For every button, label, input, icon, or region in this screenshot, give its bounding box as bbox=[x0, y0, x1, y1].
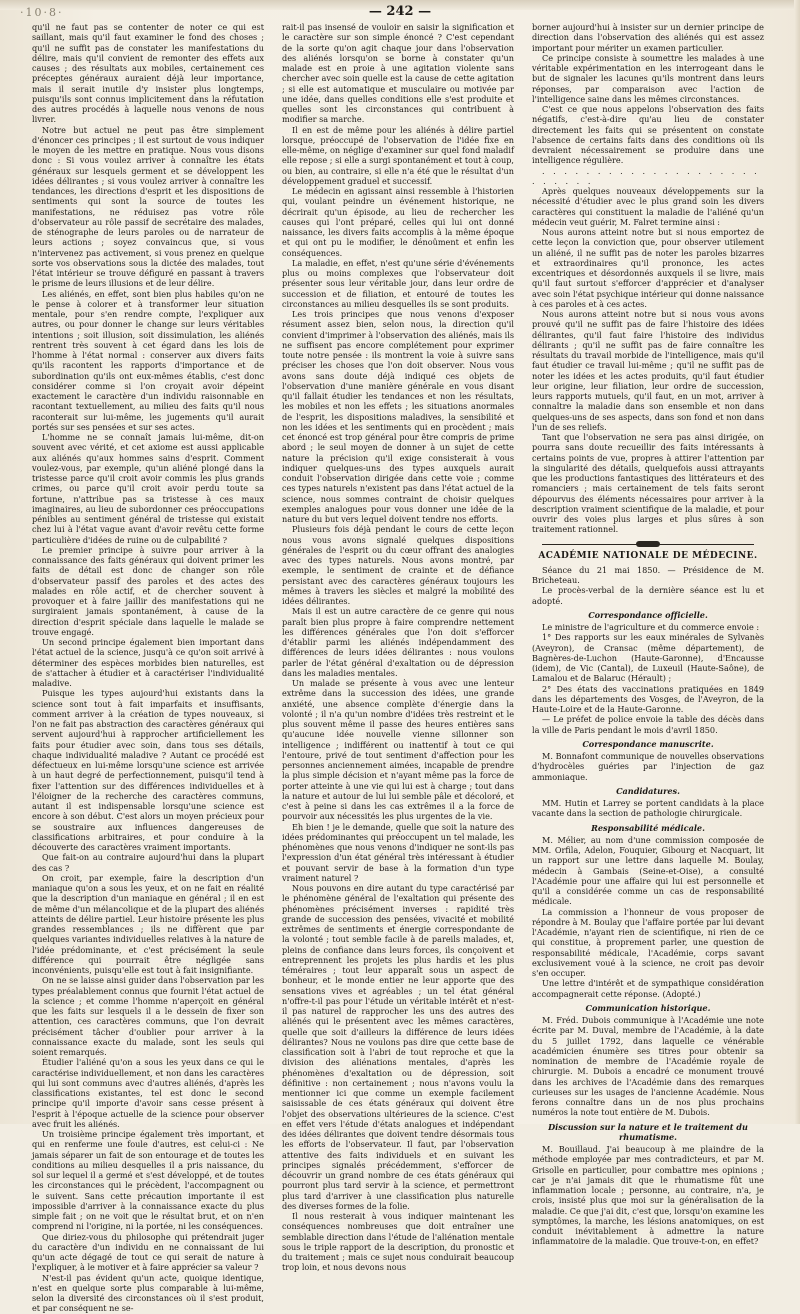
paragraph: Le premier principe à suivre pour arriver à la connaissance des faits généraux qui doivent primer les faits de détail est donc de changer son rôle d'observateur passif des paroles et des actes des malades en rôle actif, et de chercher souvent à provoquer et à faire jaillir des manifestations qui ne surgiraient jamais spontanément, à cause de la direction d'esprit spéciale dans laquelle le malade se trouve engagé. bbox=[32, 544, 264, 637]
paragraph: Il nous resterait à vous indiquer maintenant les conséquences nombreuses que doit entraîner une semblable direction dans l'étude de l'aliénation mentale sous le triple rapport de la description, du pronostic et du traitement ; mais ce sujet nous conduirait beaucoup trop loin, et nous devons nous bbox=[282, 1211, 514, 1273]
page-header-mark: ·10·8· bbox=[20, 6, 64, 19]
column-1 bbox=[32, 22, 264, 1314]
paragraph: Un second principe également bien important dans l'état actuel de la science, jusqu'à ce qu'on soit arrivé à déterminer des espèces morbides bien naturelles, est de s'attacher à étudier et à caractériser l'individualité maladive. bbox=[32, 637, 264, 688]
paragraph: Nous aurons atteint notre but si nous emportez de cette leçon la conviction que, pour observer utilement un aliéné, il ne suffit pas de noter les paroles bizarres et extraordinaires qu'il prononce, les actes excentriques et désordonnés auxquels il se livre, mais qu'il faut surtout s'efforcer d'apprécier et d'analyser avec soin l'état psychique intérieur qui donne naissance à ces paroles et à ces actes. bbox=[532, 227, 764, 309]
subsection-heading: Correspondance manuscrite. bbox=[582, 738, 714, 749]
paragraph: Une lettre d'intérêt et de sympathique considération accompagnerait cette réponse. (Adopté.) bbox=[532, 978, 764, 999]
paragraph: Le ministre de l'agriculture et du commerce envoie : bbox=[542, 622, 760, 632]
paragraph: Que diriez-vous du philosophe qui prétendrait juger du caractère d'un individu en ne connaissant de lui qu'un acte dégagé de tout ce qui serait de nature à l'expliquer, à le motiver et à faire apprécier sa valeur ? bbox=[32, 1231, 264, 1273]
paragraph: La commission a l'honneur de vous proposer de répondre à M. Boulay que l'affaire portée par lui devant l'Académie, n'ayant rien de scientifique, ni rien de ce qui constitue, à proprement parler, une question de responsabilité médicale, l'Académie, corps savant exclusivement voué à la science, ne croit pas devoir s'en occuper. bbox=[532, 906, 764, 978]
paragraph: Nous pouvons en dire autant du type caractérisé par le phénomène général de l'exaltation qui présente des phénomènes précisément inverses : rapidité très grande de succession des pensées, vivacité et mobilité extrêmes de sentiments et énergie correspondante de la volonté ; tout semble facile à de pareils malades, et, pleins de confiance dans leurs forces, ils conçoivent et entreprennent les projets les plus hardis et les plus téméraires ; tout leur apparaît sous un aspect de bonheur, et le monde entier ne leur apporte que des sensations vives et agréables ; un tel état général n'offre-t-il pas pour l'étude un véritable intérêt et n'est-il pas naturel de rapprocher les uns des autres des aliénés qui le présentent avec les mêmes caractères, quelle que soit d'ailleurs la différence de leurs idées délirantes? Nous ne voulons pas dire que cette base de classification soit à l'abri de tout reproche et que la division des aliénations mentales, d'après les phénomènes d'exaltation ou de dépression, soit définitive : non certainement ; nous n'avons voulu la mentionner ici que comme un exemple facilement saisissable de ces états généraux qui doivent être l'objet des observations ultérieures de la science. C'est en effet vers l'étude d'états analogues et indépendant des idées délirantes que doivent tendre désormais tous les efforts de l'observateur. Il faut, par l'observation attentive des faits individuels et en suivant les principes signalés précédemment, s'efforcer de découvrir un grand nombre de ces états généraux qui pourront plus tard servir à la science, et permettront plus tard d'arriver à une classification plus naturelle des diverses formes de la folie. bbox=[282, 883, 514, 1211]
subsection-heading: Discussion sur la nature et le traitement du rhumatisme. bbox=[548, 1121, 748, 1142]
paragraph: borner aujourd'hui à insister sur un dernier principe de direction dans l'observation des aliénés qui est assez important pour mériter un examen particulier. bbox=[532, 22, 764, 53]
paragraph: On croit, par exemple, faire la description d'un maniaque qu'on a sous les yeux, et on ne fait en réalité que la description d'un maniaque en général ; il en est de même d'un mélancolique et de la plupart des aliénés atteints de délire partiel. Leur histoire présente les plus grandes ressemblances ; ils ne diffèrent que par quelques variantes individuelles relatives à la nature de l'idée prédominante, et c'est précisément la seule différence qui pourrait être négligée sans inconvénients, puisqu'elle est tout à fait insignifiante. bbox=[32, 872, 264, 975]
paragraph: rait-il pas insensé de vouloir en saisir la signification et le caractère sur son simple énoncé ? C'est cependant de la sorte qu'on agit chaque jour dans l'observation des aliénés lorsqu'on se borne à constater qu'un malade est en proie à une agitation violente sans chercher avec soin quelle est la cause de cette agitation ; si elle est automatique et musculaire ou motivée par une idée, dans quelles conditions elle s'est produite et quelles sont les circonstances qui contribuent à modifier sa marche. bbox=[282, 22, 514, 125]
paragraph: MM. Hutin et Larrey se portent candidats à la place vacante dans la section de pathologie chirurgicale. bbox=[532, 798, 764, 819]
paragraph: M. Mélier, au nom d'une commission composée de MM. Orfila, Adelon, Fouquier, Gibourg et Nacquart, lit un rapport sur une lettre dans laquelle M. Boulay, médecin à Gambais (Seine-et-Oise), a consulté l'Académie pour une affaire qui lui est personnelle et qu'il a considérée comme un cas de responsabilité médicale. bbox=[532, 834, 764, 907]
paragraph: On ne se laisse ainsi guider dans l'observation par les types préalablement connus que fournit l'état actuel de la science ; et comme l'homme n'aperçoit en général que les faits sur lesquels il a le dessein de fixer son attention, ces caractères communs, que l'on devrait précisément tâcher d'oublier pour arriver à la connaissance exacte du malade, sont les seuls qui soient remarqués. bbox=[32, 975, 264, 1057]
minutes-line: Le procès-verbal de la dernière séance est lu et adopté. bbox=[532, 585, 764, 606]
paragraph: Tant que l'observation ne sera pas ainsi dirigée, on pourra sans doute recueillir des faits intéressants à certains points de vue, propres à attirer l'attention par la singularité des détails, quelquefois aussi attrayants que les productions fantastiques des littérateurs et des romanciers ; mais certainement de tels faits seront dépourvus des éléments nécessaires pour arriver à la description vraiment scientifique de la maladie, et pour ouvrir des voies plus larges et plus sûres à son traitement rationnel. bbox=[532, 432, 764, 535]
paragraph: Eh bien ! je le demande, quelle que soit la nature des idées prédominantes qui préoccupent un tel malade, les phénomènes que nous venons d'indiquer ne sont-ils pas l'expression d'un état général très intéressant à étudier et pouvant servir de base à la formation d'un type vraiment naturel ? bbox=[282, 821, 514, 883]
paragraph: Puisque les types aujourd'hui existants dans la science sont tout à fait imparfaits et insuffisants, comment arriver à la création de types nouveaux, si l'on ne fait pas abstraction des caractères généraux qui servent aujourd'hui à rapprocher artificiellement les faits pour étudier avec soin, dans tous ses détails, chaque individualité maladive ? Autant ce procédé est défectueux en lui-même lorsqu'une science est arrivée à un haut degré de perfectionnement, puisqu'il tend à fixer l'attention sur des différences individuelles et à l'éloigner de la recherche des caractères communs, autant il est indispensable lorsqu'une science est encore à son début. C'est alors un moyen précieux pour se soustraire aux influences dangereuses de classifications arbitraires, et pour conduire à la découverte des caractères vraiment importants. bbox=[32, 688, 264, 852]
paragraph: Notre but actuel ne peut pas être simplement d'énoncer ces principes ; il est surtout de vous indiquer le moyen de les mettre en pratique. Nous vous disons donc : Si vous voulez arriver à connaître les états généraux sur lesquels germent et se développent les idées délirantes ; si vous voulez arriver à connaître les tendances, les directions d'esprit et les dispositions de sentiments qui sont la source de toutes les manifestations, ne réduisez pas votre rôle d'observateur au rôle passif de secrétaire des malades, de sténographe de leurs paroles ou de narrateur de leurs actions ; soyez convaincus que, si vous n'intervenez pas activement, si vous prenez en quelque sorte vos observations sous la dictée des malades, tout l'état intérieur se trouve défiguré en passant à travers le prisme de leurs illusions et de leur délire. bbox=[32, 124, 264, 289]
paragraph: N'est-il pas évident qu'un acte, quoique identique, n'est en quelque sorte plus comparable à lui-même, selon la diversité des circonstances où il s'est produit, et par conséquent ne se- bbox=[32, 1272, 264, 1314]
paragraph: Il en est de même pour les aliénés à délire partiel lorsque, préoccupé de l'observation de l'idée fixe en elle-même, on néglige d'examiner sur quel fond maladif elle repose ; si elle a surgi spontanément et tout à coup, ou bien, au contraire, si elle n'a été que le résultat d'un développement graduel et successif. bbox=[282, 124, 514, 186]
page-number: — 242 — bbox=[368, 4, 432, 19]
paragraph: C'est ce que nous appelons l'observation des faits négatifs, c'est-à-dire qu'au lieu de constater directement les faits qui se présentent on constate l'absence de certains faits dans des conditions où ils devraient nécessairement se produire dans une intelligence régulière. bbox=[532, 104, 764, 166]
paragraph: Les aliénés, en effet, sont bien plus habiles qu'on ne le pense à colorer et à transformer leur situation mentale, pour s'en rendre compte, l'expliquer aux autres, ou pour donner le change sur leurs véritables intentions ; soit illusion, soit dissimulation, les aliénés rentrent très souvent à cet égard dans les lois de l'homme à l'état normal : conserver aux divers faits qu'ils racontent les rapports d'importance et de subordination qu'ils ont eux-mêmes établis, c'est donc considérer comme si l'on croyait avoir dépeint exactement le caractère d'un individu raisonnable en racontant textuellement, au milieu des faits qu'il nous raconterait sur lui-même, les jugements qu'il aurait portés sur ses pensées et sur ses actes. bbox=[32, 288, 264, 432]
paragraph: M. Bouillaud. J'ai beaucoup à me plaindre de la méthode employée par mes contradicteurs, et par M. Grisolle en particulier, pour combattre mes opinions ; car je n'ai jamais dit que le rhumatisme fût une inflammation locale ; personne, au contraire, n'a, je crois, insisté plus que moi sur la généralisation de la maladie. Ce que j'ai dit, c'est que, lorsqu'on examine les symptômes, la marche, les lésions anatomiques, on est conduit inévitablement à admettre la nature inflammatoire de la maladie. Que trouve-t-on, en effet? bbox=[532, 1144, 764, 1247]
subsection-heading: Responsabilité médicale. bbox=[591, 822, 705, 833]
paragraph: M. Fréd. Dubois communique à l'Académie une note écrite par M. Duval, membre de l'Académie, à la date du 5 juillet 1792, dans laquelle ce vénérable académicien énumère ses titres pour obtenir sa nomination de membre de l'Académie royale de chirurgie. M. Dubois a encadré ce monument trouvé dans les archives de l'Académie dans des remarques curieuses sur les usages de l'ancienne Académie. Nous ferons connaître dans un de nos plus prochains numéros la note tout entière de M. Dubois. bbox=[532, 1015, 764, 1118]
paragraph: Un troisième principe également très important, et qui en renferme une foule d'autres, est celui-ci : Ne jamais séparer un fait de son entourage et de toutes les conditions au milieu desquelles il a pris naissance, du sol sur lequel il a germé et s'est développé, et de toutes les circonstances qui le précèdent, l'accompagnent ou le suivent. Sans cette précaution importante il est impossible d'arriver à la connaissance exacte du plus simple fait ; on ne voit que le résultat brut, et on n'en comprend ni l'origine, ni la portée, ni les conséquences. bbox=[32, 1129, 264, 1232]
paragraph: qu'il ne faut pas se contenter de noter ce qui est saillant, mais qu'il faut examiner le fond des choses ; qu'il ne suffit pas de constater les manifestations du délire, mais qu'il convient de remonter des effets aux causes ; des résultats aux mobiles, certainement ces préceptes généraux auraient déjà leur importance, mais il serait inutile d'y insister plus longtemps, puisqu'ils sont connus implicitement dans la réfutation des autres procédés à laquelle nous venons de nous livrer. bbox=[32, 22, 264, 125]
paragraph: 1° Des rapports sur les eaux minérales de Sylvanès (Aveyron), de Cransac (même département), de Bagnères-de-Luchon (Haute-Garonne), d'Encausse (idem), de Vic (Cantal), de Luxeuil (Haute-Saône), de Lamalou et de Balaruc (Hérault) ; bbox=[532, 632, 764, 684]
ellipsis-line: . . . . . . . . . . . . . . . . . . . . . . . . . . bbox=[532, 165, 760, 186]
column-3 bbox=[532, 22, 764, 1247]
paragraph: M. Bonnafont communique de nouvelles observations d'hydrocèles guéries par l'injection de gaz ammoniaque. bbox=[532, 751, 764, 782]
section-divider bbox=[532, 541, 764, 547]
paragraph: 2° Des états des vaccinations pratiquées en 1849 dans les départements des Vosges, de l'Aveyron, de la Haute-Loire et de la Haute-Garonne. bbox=[532, 683, 764, 714]
paragraph: Le médecin en agissant ainsi ressemble à l'historien qui, voulant peindre un événement historique, ne décrirait qu'un épisode, au lieu de rechercher les causes qui l'ont préparé, celles qui lui ont donné naissance, les divers faits accomplis à la même époque et qui ont pu le modifier, le dénoûment et enfin les conséquences. bbox=[282, 186, 514, 258]
paragraph: Après quelques nouveaux développements sur la nécessité d'étudier avec le plus grand soin les divers caractères qui constituent la maladie de l'aliéné qu'un médecin veut guérir, M. Falret termine ainsi : bbox=[532, 186, 764, 227]
paragraph: Que fait-on au contraire aujourd'hui dans la plupart des cas ? bbox=[32, 852, 264, 873]
paragraph: La maladie, en effet, n'est qu'une série d'événements plus ou moins complexes que l'observateur doit présenter sous leur véritable jour, dans leur ordre de succession et de filiation, et entouré de toutes les circonstances au milieu desquelles ils se sont produits. bbox=[282, 257, 514, 309]
paragraph: Un malade se présente à vous avec une lenteur extrême dans la succession des idées, une grande anxiété, une absence complète d'énergie dans la volonté ; il n'a qu'un nombre d'idées très restreint et le plus souvent même il passe des heures entières sans qu'aucune idée nouvelle vienne sillonner son intelligence ; indifférent ou inattentif à tout ce qui l'entoure, privé de tout sentiment d'affection pour les personnes anciennement aimées, incapable de prendre la plus simple décision et n'ayant même pas la force de porter atteinte à une vie qui lui est à charge ; tout dans la nature et autour de lui lui semble pâle et décoloré, et c'est à peine si dans les cas extrêmes il a la force de pourvoir aux nécessités les plus urgentes de la vie. bbox=[282, 678, 514, 822]
subsection-heading: Correspondance officielle. bbox=[588, 609, 708, 620]
paragraph: — Le préfet de police envoie la table des décès dans la ville de Paris pendant le mois d'avril 1850. bbox=[532, 714, 764, 735]
paragraph: Les trois principes que nous venons d'exposer résument assez bien, selon nous, la direction qu'il convient d'imprimer à l'observation des aliénés, mais ils ne suffisent pas encore complétement pour exprimer toute notre pensée : ils montrent la voie à suivre sans préciser les choses que l'on doit observer. Nous vous avons sans doute déjà indiqué ces objets de l'observation d'une manière générale en vous disant qu'il fallait étudier les tendances et non les résultats, les mobiles et non les effets ; les situations anormales de l'esprit, les dispositions maladives, la sensibilité et non les idées et les sentiments qui en procèdent ; mais cet énoncé est trop général pour être compris de prime abord ; le seul moyen de donner à un sujet de cette nature la précision qu'il exige consisterait à vous indiquer quelques-uns des types auxquels aurait conduit l'observation dirigée dans cette voie ; comme ces types naturels n'existent pas dans l'état actuel de la science, nous sommes contraint de choisir quelques exemples analogues pour vous donner une idée de la nature du but vers lequel doivent tendre nos efforts. bbox=[282, 309, 514, 524]
session-line: Séance du 21 mai 1850. — Présidence de M. Bricheteau. bbox=[532, 564, 764, 585]
paragraph: Nous aurons atteint notre but si nous vous avons prouvé qu'il ne suffit pas de faire l'histoire des idées délirantes, qu'il faut faire l'histoire des individus délirants ; qu'il ne suffit pas de faire connaître les résultats du travail morbide de l'intelligence, mais qu'il faut étudier ce travail lui-même ; qu'il ne suffit pas de noter les idées et les actes produits, qu'il faut étudier leur origine, leur filiation, leur ordre de succession, leurs rapports mutuels, qu'il faut, en un mot, arriver à connaître la maladie dans son ensemble et non dans quelques-uns de ses aspects, dans son fond et non dans l'un de ses reliefs. bbox=[532, 309, 764, 432]
subsection-heading: Communication historique. bbox=[585, 1002, 711, 1013]
paragraph: Plusieurs fois déjà pendant le cours de cette leçon nous vous avons signalé quelques dispositions générales de l'esprit ou du cœur offrant des analogies avec des types naturels. Nous avons montré, par exemple, le sentiment de crainte et de défiance persistant avec des caractères généraux toujours les mêmes à travers les siècles et malgré la mobilité des idées délirantes. bbox=[282, 524, 514, 606]
column-2 bbox=[282, 22, 514, 1273]
paragraph: Étudier l'aliéné qu'on a sous les yeux dans ce qui le caractérise individuellement, et non dans les caractères qui lui sont communs avec d'autres aliénés, d'après les classifications existantes, tel est donc le second principe qu'il importe d'avoir sans cesse présent à l'esprit à l'époque actuelle de la science pour observer avec fruit les aliénés. bbox=[32, 1057, 264, 1129]
page-edge bbox=[794, 0, 800, 1124]
paragraph: L'homme ne se connaît jamais lui-même, dit-on souvent avec vérité, et cet axiome est aussi applicable aux aliénés qu'aux hommes sains d'esprit. Comment voulez-vous, par exemple, qu'un aliéné plongé dans la tristesse parce qu'il croit avoir commis les plus grands crimes, ou parce qu'il croit avoir perdu toute sa fortune, n'attribue pas sa tristesse à ces maux imaginaires, au lieu de subordonner ces préoccupations pénibles au sentiment général de tristesse qui existait chez lui à l'état vague avant d'avoir revêtu cette forme particulière d'idées de ruine ou de culpabilité ? bbox=[32, 432, 264, 545]
subsection-heading: Candidatures. bbox=[616, 785, 680, 796]
section-title: ACADÉMIE NATIONALE DE MÉDECINE. bbox=[538, 550, 758, 561]
paragraph: Ce principe consiste à soumettre les malades à une véritable expérimentation en les interrogeant dans le but de signaler les lacunes qu'ils montrent dans leurs réponses, par comparaison avec l'action de l'intelligence saine dans les mêmes circonstances. bbox=[532, 52, 764, 104]
paragraph: Mais il est un autre caractère de ce genre qui nous paraît bien plus propre à faire comprendre nettement les différences générales que l'on doit s'efforcer d'établir parmi les aliénés indépendamment des différences de leurs idées délirantes : nous voulons parler de l'état général d'exaltation ou de dépression dans les maladies mentales. bbox=[282, 606, 514, 678]
